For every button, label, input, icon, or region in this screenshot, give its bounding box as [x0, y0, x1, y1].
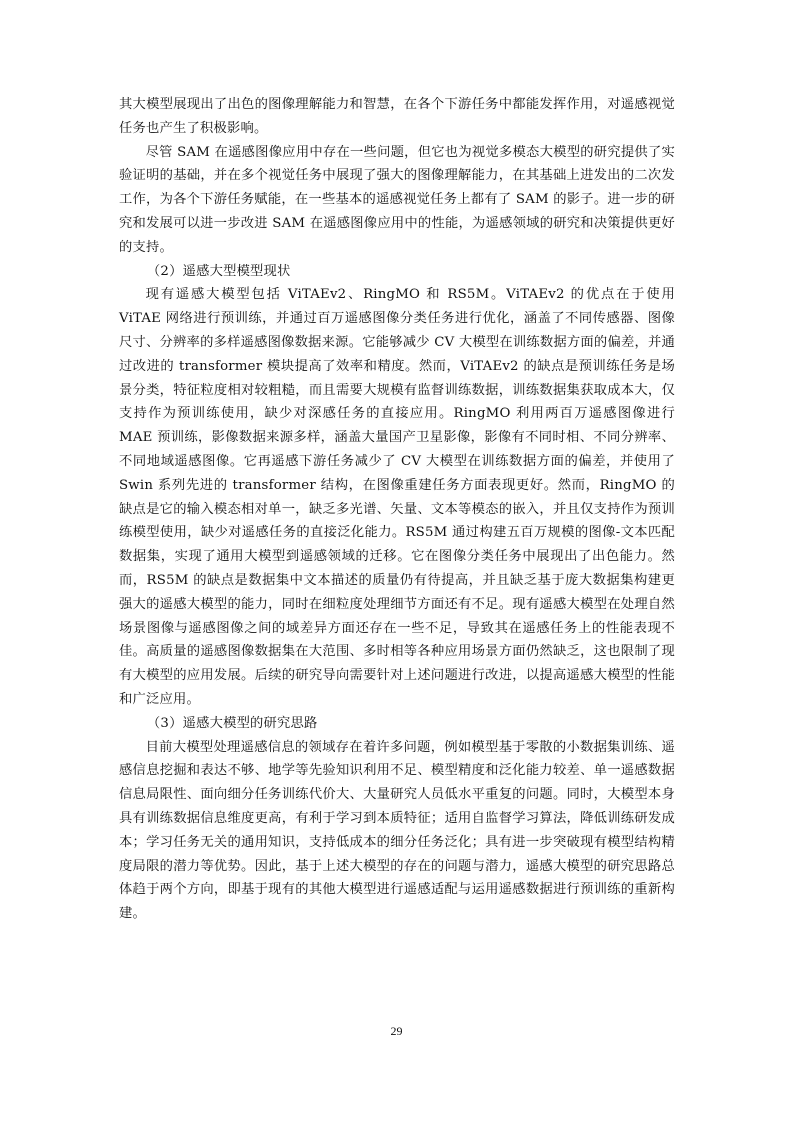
paragraph-continuation: 其大模型展现出了出色的图像理解能力和智慧，在各个下游任务中都能发挥作用，对遥感视觉任务也产生了积极影响。	[119, 97, 675, 136]
paragraph-research-approach: 目前大模型处理遥感信息的领域存在着许多问题，例如模型基于零散的小数据集训练、遥感信息挖掘和表达不够、地学等先验知识利用不足、模型精度和泛化能力较差、单一遥感数据信息局限性、面向细分任务训练代价大、大量研究人员低水平重复的问题。同时，大模型本身具有训练数据信息维度更高，有利于学习到本质特征；适用自监督学习算法，降低训练研发成本；学习任务无关的通用知识，支持低成本的细分任务泛化；具有进一步突破现有模型结构精度局限的潜力等优势。因此，基于上述大模型的存在的问题与潜力，遥感大模型的研究思路总体趋于两个方向，即基于现有的其他大模型进行遥感适配与运用遥感数据进行预训练的重新构建。	[119, 739, 675, 922]
document-body	[119, 93, 675, 926]
paragraph-sam-summary: 尽管 SAM 在遥感图像应用中存在一些问题，但它也为视觉多模态大模型的研究提供了实验证明的基础，并在多个视觉任务中展现了强大的图像理解能力，在其基础上进发出的二次发工作，为各个下游任务赋能，在一些基本的遥感视觉任务上都有了 SAM 的影子。进一步的研究和发展可以进一步改进 SAM 在遥感图像应用中的性能，为遥感领域的研究和决策提供更好的支持。	[119, 144, 675, 255]
page-number: 29	[390, 1024, 403, 1038]
paragraph-current-models: 现有遥感大模型包括 ViTAEv2、RingMO 和 RS5M。ViTAEv2 的优点在于使用 ViTAE 网络进行预训练，并通过百万遥感图像分类任务进行优化，涵盖了不同传感器、图像尺寸、分辨率的多样遥感图像数据来源。它能够减少 CV 大模型在训练数据方面的偏差，并通过改进的 transformer 模块提高了效率和精度。然而，ViTAEv2 的缺点是预训练任务是场景分类，特征粒度相对较粗糙，而且需要大规模有监督训练数据，训练数据集获取成本大，仅支持作为预训练使用，缺少对深感任务的直接应用。RingMO 利用两百万遥感图像进行 MAE 预训练，影像数据来源多样，涵盖大量国产卫星影像，影像有不同时相、不同分辨率、不同地域遥感图像。它再遥感下游任务减少了 CV 大模型在训练数据方面的偏差，并使用了 Swin 系列先进的 transformer 结构，在图像重建任务方面表现更好。然而，RingMO 的缺点是它的输入模态相对单一，缺乏多光谱、矢量、文本等模态的嵌入，并且仅支持作为预训练模型使用，缺少对遥感任务的直接泛化能力。RS5M 通过构建五百万规模的图像-文本匹配数据集，实现了通用大模型到遥感领域的迁移。它在图像分类任务中展现出了出色能力。然而，RS5M 的缺点是数据集中文本描述的质量仍有待提高，并且缺乏基于庞大数据集构建更强大的遥感大模型的能力，同时在细粒度处理细节方面还有不足。现有遥感大模型在处理自然场景图像与遥感图像之间的域差异方面还存在一些不足，导致其在遥感任务上的性能表现不佳。高质量的遥感图像数据集在大范围、多时相等各种应用场景方面仍然缺乏，这也限制了现有大模型的应用发展。后续的研究导向需要针对上述问题进行改进，以提高遥感大模型的性能和广泛应用。	[119, 287, 675, 707]
section-heading-research-approach: （3）遥感大模型的研究思路	[146, 715, 318, 731]
section-heading-current-status: （2）遥感大型模型现状	[146, 263, 291, 279]
